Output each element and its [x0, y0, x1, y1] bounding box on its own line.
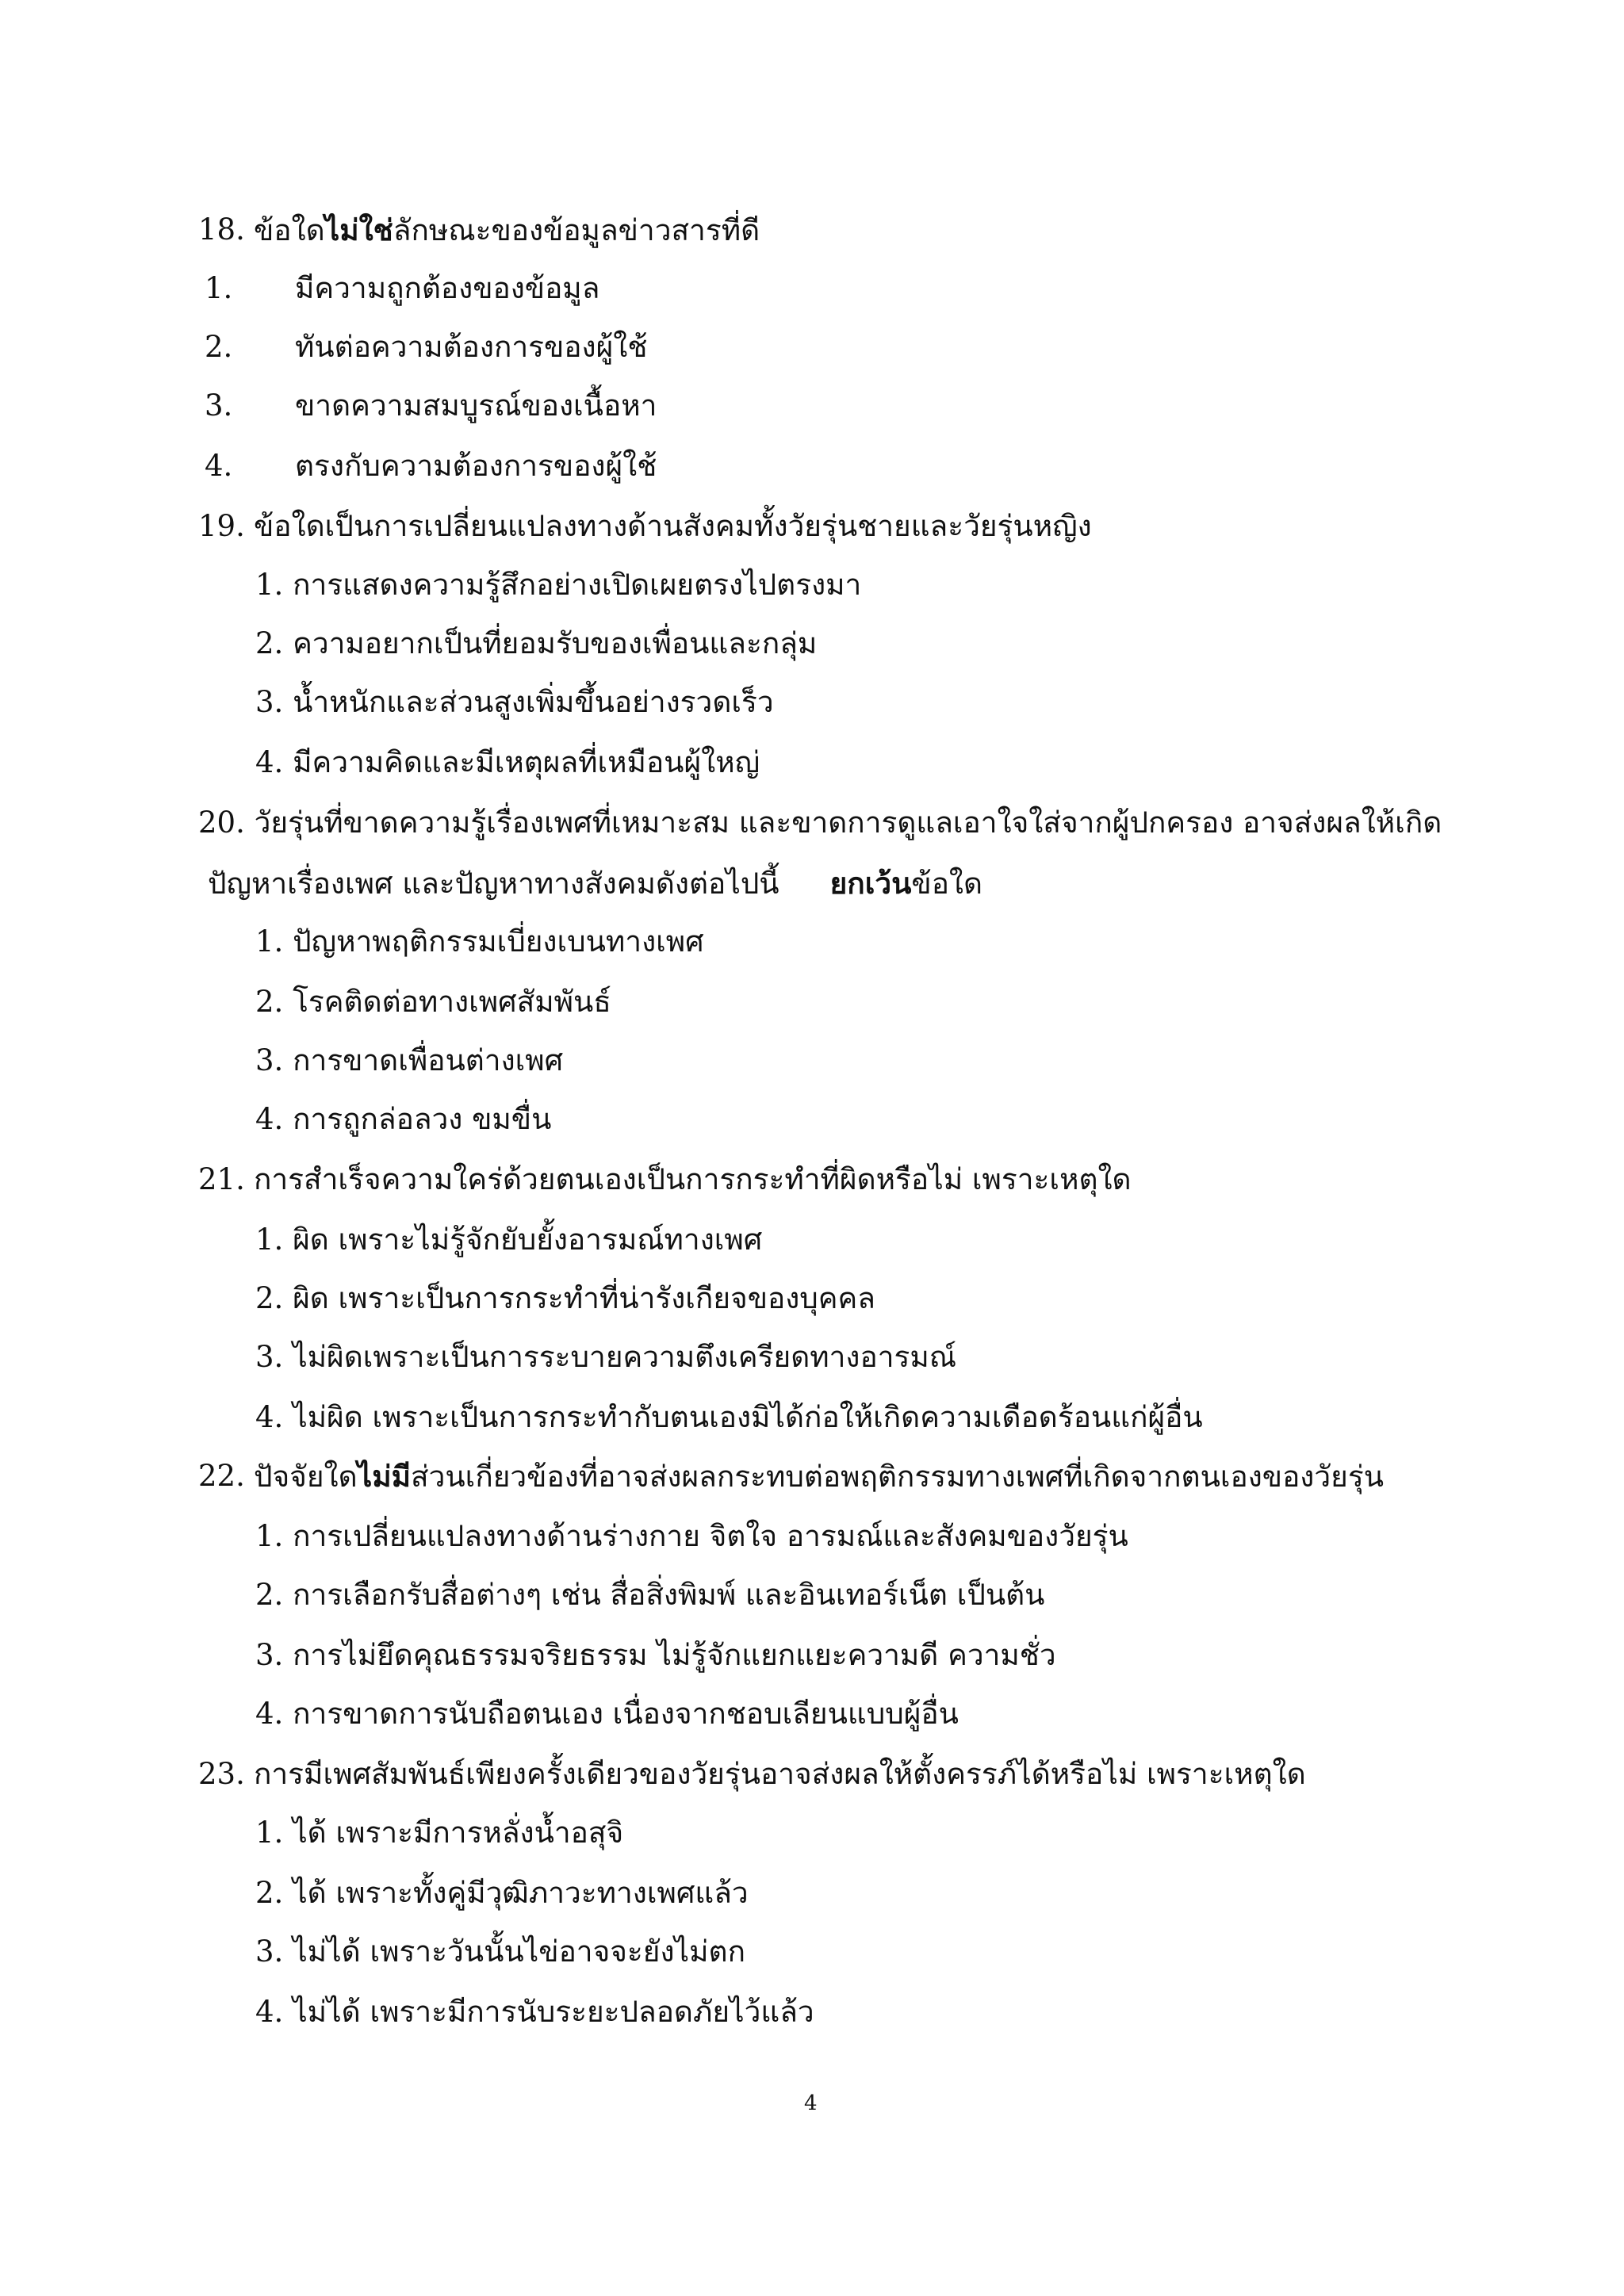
question-stem: 20. วัยรุ่นที่ขาดความรู้เรื่องเพศที่เหมาะสม และขาดการดูแลเอาใจใส่จากผู้ปกครอง อาจส่งผลให้เกิด [198, 806, 1442, 840]
option-text: มีความถูกต้องของข้อมูล [295, 271, 600, 305]
option-text: 2. ได้ เพราะทั้งคู่มีวุฒิภาวะทางเพศแล้ว [255, 1876, 749, 1910]
option-number: 1. [205, 271, 233, 305]
question-number: 22. [198, 1459, 245, 1493]
option-text: ขาดความสมบูรณ์ของเนื้อหา [295, 388, 657, 423]
emphasis-text: ยกเว้น [829, 866, 912, 901]
option-number: 4. [205, 449, 233, 483]
option-text: 3. ไม่ได้ เพราะวันนั้นไข่อาจจะยังไม่ตก [255, 1934, 745, 1969]
option-text: 1. การแสดงความรู้สึกอย่างเปิดเผยตรงไปตรงมา [255, 568, 862, 602]
question-stem: การสำเร็จความใคร่ด้วยตนเองเป็นการกระทำที่ผิดหรือไม่ เพราะเหตุใด [254, 1162, 1132, 1196]
option-number: 3. [205, 388, 233, 423]
option-text: 4. มีความคิดและมีเหตุผลที่เหมือนผู้ใหญ่ [255, 745, 760, 779]
option-text: 4. การขาดการนับถือตนเอง เนื่องจากชอบเลียนแบบผู้อื่น [255, 1697, 959, 1731]
question-stem-continued: ปัญหาเรื่องเพศ และปัญหาทางสังคมดังต่อไปนี้ ยกเว้นข้อใด [208, 866, 983, 901]
question-stem: ปัจจัยใดไม่มีส่วนเกี่ยวข้องที่อาจส่งผลกระทบต่อพฤติกรรมทางเพศที่เกิดจากตนเองของวัยรุ่น [254, 1459, 1384, 1494]
option-text: 3. น้ำหนักและส่วนสูงเพิ่มขึ้นอย่างรวดเร็ว [255, 685, 774, 719]
option-text: 4. ไม่ผิด เพราะเป็นการกระทำกับตนเองมิได้ก่อให้เกิดความเดือดร้อนแก่ผู้อื่น [255, 1400, 1203, 1434]
option-text: 1. การเปลี่ยนแปลงทางด้านร่างกาย จิตใจ อารมณ์และสังคมของวัยรุ่น [255, 1519, 1128, 1553]
option-text: ทันต่อความต้องการของผู้ใช้ [295, 330, 648, 364]
option-text: 4. การถูกล่อลวง ขมขื่น [255, 1102, 552, 1136]
emphasis-text: ไม่มี [357, 1459, 412, 1494]
question-stem: ข้อใดไม่ใช่ลักษณะของข้อมูลข่าวสารที่ดี [254, 212, 760, 247]
option-text: 1. ได้ เพราะมีการหลั่งน้ำอสุจิ [255, 1816, 624, 1850]
question-number: 19. [198, 509, 245, 543]
option-text: 2. โรคติดต่อทางเพศสัมพันธ์ [255, 985, 611, 1019]
option-text: 3. การไม่ยึดคุณธรรมจริยธรรม ไม่รู้จักแยกแยะความดี ความชั่ว [255, 1638, 1056, 1672]
option-number: 2. [205, 330, 233, 364]
option-text: 1. ปัญหาพฤติกรรมเบี่ยงเบนทางเพศ [255, 924, 704, 959]
option-text: 2. ผิด เพราะเป็นการกระทำที่น่ารังเกียจของบุคคล [255, 1281, 875, 1315]
option-text: 3. การขาดเพื่อนต่างเพศ [255, 1043, 564, 1077]
question-stem: ข้อใดเป็นการเปลี่ยนแปลงทางด้านสังคมทั้งวัยรุ่นชายและวัยรุ่นหญิง [254, 509, 1092, 543]
option-text: 1. ผิด เพราะไม่รู้จักยับยั้งอารมณ์ทางเพศ [255, 1223, 763, 1257]
option-text: 2. การเลือกรับสื่อต่างๆ เช่น สื่อสิ่งพิมพ์ และอินเทอร์เน็ต เป็นต้น [255, 1578, 1045, 1612]
question-number: 21. [198, 1162, 245, 1196]
question-stem: การมีเพศสัมพันธ์เพียงครั้งเดียวของวัยรุ่นอาจส่งผลให้ตั้งครรภ์ได้หรือไม่ เพราะเหตุใด [254, 1757, 1306, 1791]
emphasis-text: ไม่ใช่ [324, 212, 393, 247]
option-text: 4. ไม่ได้ เพราะมีการนับระยะปลอดภัยไว้แล้ว [255, 1995, 814, 2029]
question-number: 18. [198, 212, 245, 247]
option-text: ตรงกับความต้องการของผู้ใช้ [295, 449, 657, 483]
option-text: 2. ความอยากเป็นที่ยอมรับของเพื่อนและกลุ่ม [255, 626, 818, 660]
question-number: 23. [198, 1757, 245, 1791]
option-text: 3. ไม่ผิดเพราะเป็นการระบายความตึงเครียดทางอารมณ์ [255, 1340, 957, 1374]
page-number: 4 [804, 2091, 818, 2115]
